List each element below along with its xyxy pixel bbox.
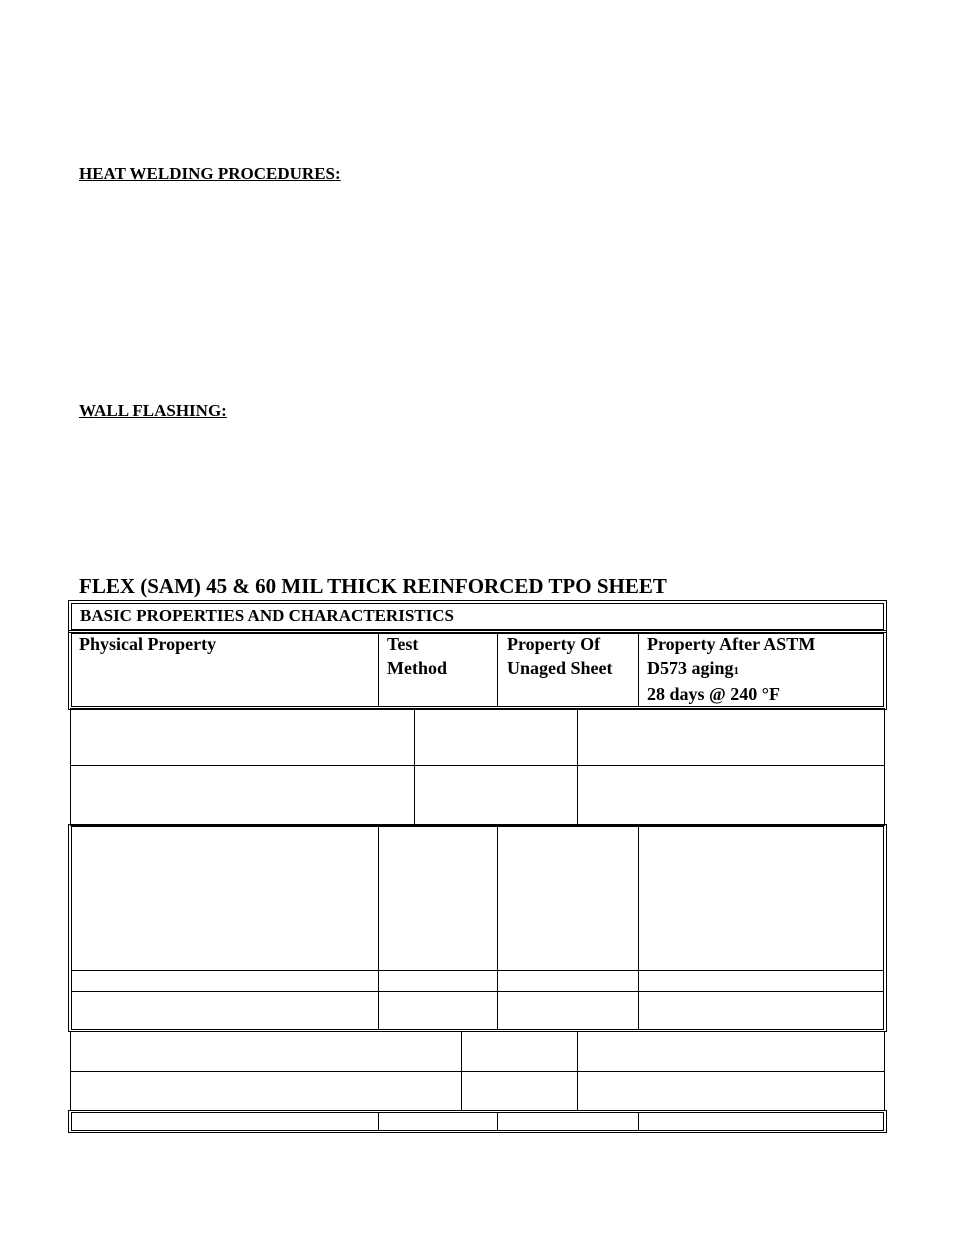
table-caption: BASIC PROPERTIES AND CHARACTERISTICS bbox=[80, 606, 454, 625]
column-header-test-method: Test Method bbox=[387, 634, 447, 678]
column-header-physical-property: Physical Property bbox=[79, 634, 217, 654]
sheet-title: FLEX (SAM) 45 & 60 MIL THICK REINFORCED TPO SHEET bbox=[79, 574, 667, 598]
heat-welding-heading: HEAT WELDING PROCEDURES: bbox=[79, 164, 341, 183]
wall-flashing-heading: WALL FLASHING: bbox=[79, 401, 227, 420]
table-row-group-b bbox=[71, 826, 884, 1030]
table-caption-cell bbox=[71, 603, 884, 630]
aged-footnote-marker: 1 bbox=[733, 664, 740, 677]
column-header-aged-property: Property After ASTM D573 aging1 28 days @ 240 °F bbox=[647, 634, 816, 704]
table-row-group-a bbox=[70, 708, 885, 826]
column-header-unaged-sheet: Property Of Unaged Sheet bbox=[507, 634, 613, 678]
table-row-group-d bbox=[71, 1112, 884, 1131]
